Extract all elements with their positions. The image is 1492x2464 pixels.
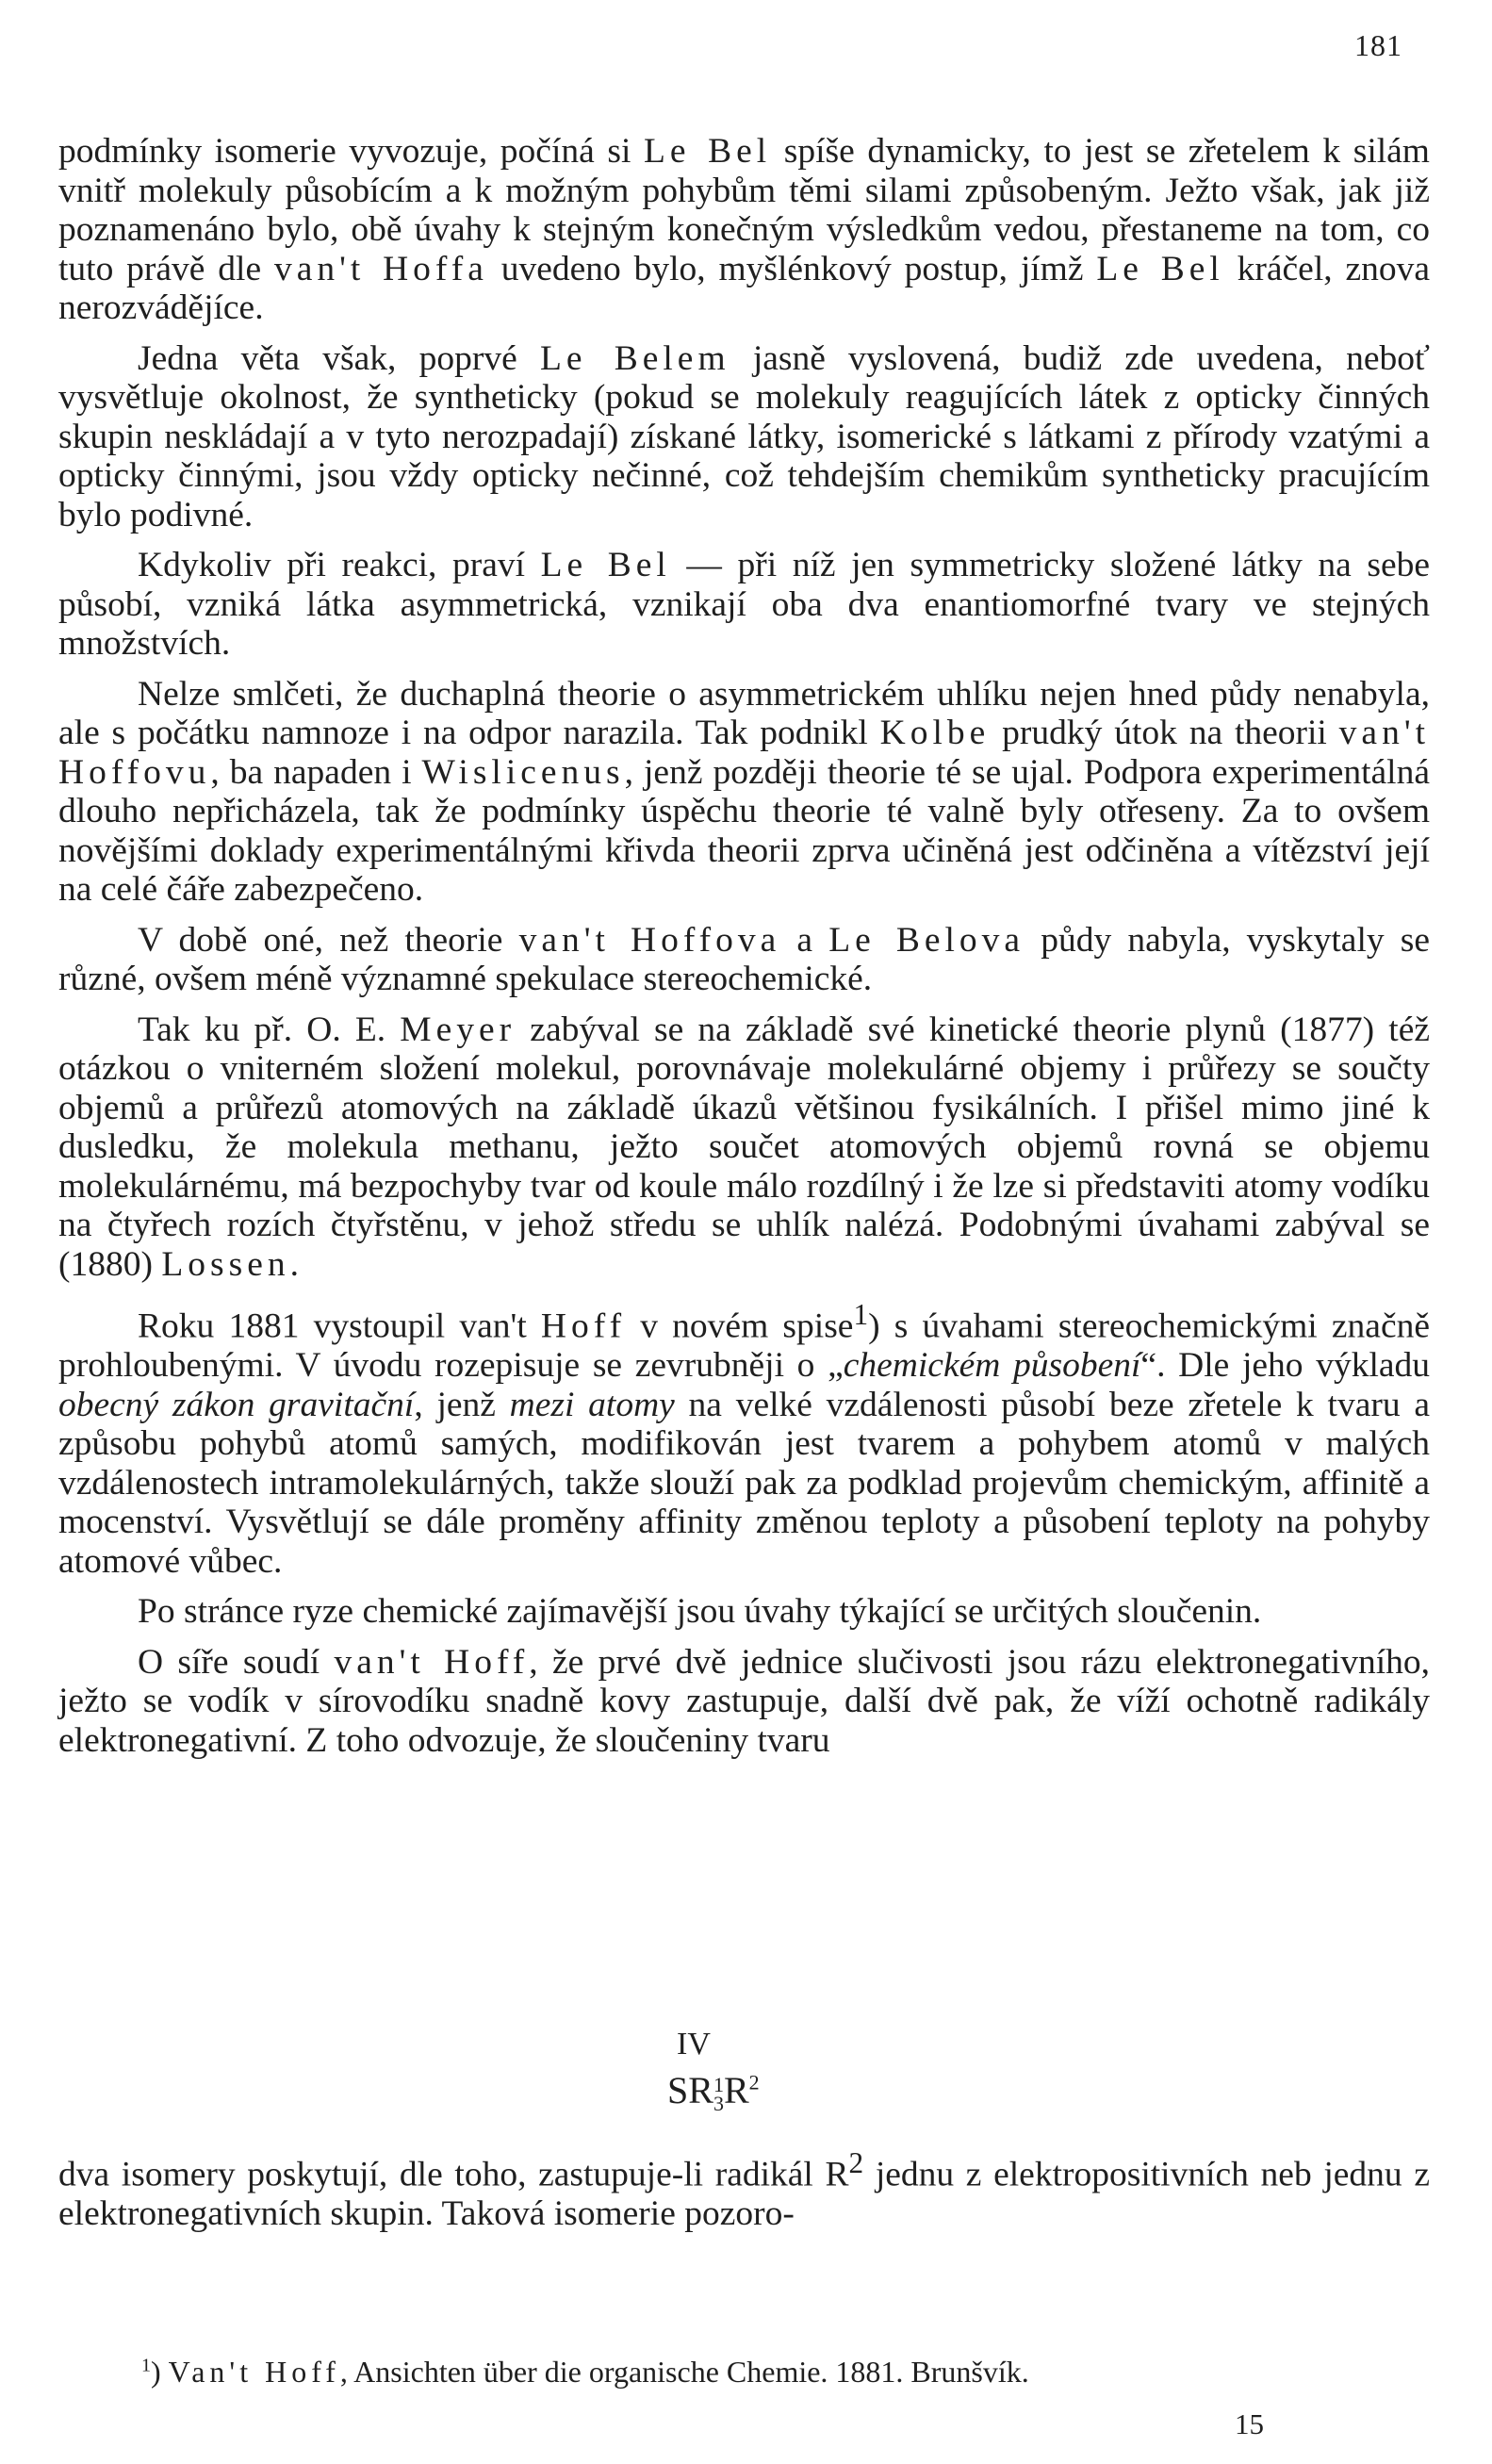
person-name: Le Bel xyxy=(540,546,671,584)
text-run: Nelze smlčeti, že duchaplná theorie o asymmetrickém uhlíku nejen hned půdy nenabyla, ale s počátku namnoze i na odpor narazila. Tak podnikl xyxy=(58,674,1430,752)
text-run: , jenž xyxy=(414,1385,510,1424)
person-name: van't Hoffovu xyxy=(58,714,1430,792)
text-run: Jedna věta však, poprvé xyxy=(138,338,540,378)
person-name: van't Hoffova xyxy=(518,920,781,960)
formula-symbol: R xyxy=(723,2069,749,2111)
formula-subscript: 3 xyxy=(713,2091,724,2115)
paragraph-2 xyxy=(58,339,1430,535)
italic-phrase: obecný zákon gravitační xyxy=(58,1385,415,1424)
person-name: Meyer xyxy=(400,1010,516,1049)
chemical-formula xyxy=(0,2027,1492,2130)
formula-valence: IV xyxy=(677,2027,711,2062)
text-run: uvedeno bylo, myšlénkový postup, jímž xyxy=(487,249,1097,288)
italic-phrase: chemickém působení xyxy=(843,1346,1141,1385)
person-name: Wislicenus xyxy=(421,752,625,792)
text-run: — při níž jen symmetricky složené látky na sebe působí, vzniká látka asymmetrická, vznikají oba dva enantiomorfné tvary ve stejných množstvích. xyxy=(58,546,1430,663)
formula-expression xyxy=(667,2068,760,2113)
italic-phrase: mezi atomy xyxy=(509,1385,675,1424)
text-run: jednu z elektropositivních neb jednu z elektronegativních skupin. Taková isomerie pozoro- xyxy=(58,2155,1430,2233)
text-run: Roku 1881 vystoupil van't xyxy=(138,1306,541,1346)
text-run: spíše dynamicky, to jest se zřetelem k silám vnitř molekuly působícím a k možným pohybům těmi silami způsobeným. Ježto však, jak již poznamenáno bylo, obě úvahy k stejným konečným výsledkům vedou, přestaneme na tom, co tuto právě dle xyxy=(58,132,1430,288)
superscript: 2 xyxy=(848,2146,864,2179)
person-name: Lossen xyxy=(161,1244,290,1284)
paragraph-7 xyxy=(58,1295,1430,1581)
formula-symbol: R xyxy=(688,2069,713,2111)
page-number: 181 xyxy=(1354,28,1402,62)
text-run: prudký útok na theorii xyxy=(990,714,1339,752)
text-run: , Ansichten über die organische Chemie. 1881. Brunšvík. xyxy=(339,2355,1029,2389)
text-run: “. Dle jeho výkladu xyxy=(1140,1346,1431,1385)
formula-superscript: 2 xyxy=(748,2070,760,2094)
text-run: , že prvé dvě jednice slučivosti jsou rázu elektronegativního, ježto se vodík v sírovodíku snadně kovy zastupuje, další dvě pak, že víží ochotně radikály elektronegativní. Z toho odvozuje, že sloučeniny tvaru xyxy=(58,1642,1431,1760)
paragraph-6 xyxy=(58,1010,1430,1285)
paragraph-5 xyxy=(58,921,1430,999)
formula-symbol: S xyxy=(667,2069,689,2111)
text-run: ) xyxy=(151,2355,169,2389)
person-name: Hoff xyxy=(540,1306,627,1346)
text-run: dva isomery poskytují, dle toho, zastupuje-li radikál R xyxy=(58,2155,849,2194)
text-run: Po stránce ryze chemické zajímavější jsou úvahy týkající se určitých sloučenin. xyxy=(138,1592,1262,1631)
text-run: O síře soudí xyxy=(138,1642,335,1682)
footnote-marker: 1 xyxy=(853,1298,869,1331)
person-name: Kolbe xyxy=(879,714,991,752)
text-run: Tak ku př. O. E. xyxy=(138,1010,401,1049)
text-run: , ba napaden i xyxy=(210,752,422,792)
text-run: , jenž později theorie té se ujal. Podpora experimentálná dlouho nepřicházela, tak že podmínky úspěchu theorie té valně byly otřeseny. Za to ovšem novějšími doklady experimentálnými křivda theorii zprva učiněná jest odčiněna a vítězství její na celé čáře zabezpečeno. xyxy=(58,752,1430,909)
text-run: a xyxy=(780,920,829,960)
person-name: Le Bel xyxy=(1096,249,1224,288)
footnote-marker: 1 xyxy=(141,2355,151,2376)
text-run: kráčel, znova nerozvádějíce. xyxy=(58,249,1430,327)
paragraph-4 xyxy=(58,675,1430,910)
text-run: ) s úvahami stereochemickými značně prohloubenými. V úvodu rozepisuje se zevrubněji o „ xyxy=(58,1306,1430,1385)
paragraph-8 xyxy=(58,1592,1430,1632)
person-name: Le Belem xyxy=(539,338,730,378)
person-name: van't Hoffa xyxy=(273,249,488,288)
paragraph-1 xyxy=(58,132,1430,328)
continuation-text xyxy=(58,2144,1430,2234)
person-name: Van't Hoff xyxy=(168,2355,340,2389)
text-run: V době oné, než theorie xyxy=(138,920,519,960)
text-run: jasně vyslovená, budiž zde uvedena, neboť vysvětluje okolnost, že syntheticky (pokud se molekuly reagujících látek z opticky činných skupin neskládají a v tyto nerozpadají) získané látky, isomerické s látkami z přírody vzatými a opticky činnými, jsou vždy opticky nečinné, což tehdejším chemikům syntheticky pracujícím bylo podivné. xyxy=(58,338,1430,534)
formula-superscript: 1 xyxy=(713,2072,724,2096)
paragraph-9 xyxy=(58,1643,1430,1761)
person-name: van't Hoff xyxy=(334,1642,530,1682)
footnote xyxy=(141,2355,1029,2390)
person-name: Le Belova xyxy=(828,920,1025,960)
body-text xyxy=(58,132,1430,1771)
text-run: . xyxy=(289,1244,299,1284)
text-run: půdy nabyla, vyskytaly se různé, ovšem méně významné spekulace stereochemické. xyxy=(58,920,1430,998)
text-run: zabýval se na základě své kinetické theorie plynů (1877) též otázkou o vniterném složení molekul, porovnávaje molekulárné objemy i průřezy se součty objemů a průřezů atomových na základě úkazů většinou fysikálních. I přišel mimo jiné k dusledku, že molekula methanu, ježto součet atomových objemů rovná se objemu molekulárnému, má bezpochyby tvar od koule málo rozdílný i že lze si představiti atomy vodíku na čtyřech rozích čtyřstěnu, v jehož středu se uhlík nalézá. Podobnými úvahami zabýval se (1880) xyxy=(58,1010,1430,1284)
text-run: podmínky isomerie vyvozuje, počíná si xyxy=(58,132,644,171)
signature-mark: 15 xyxy=(1235,2407,1264,2440)
paragraph-3 xyxy=(58,546,1430,664)
text-run: v novém spise xyxy=(626,1306,854,1346)
text-run: Kdykoliv při reakci, praví xyxy=(138,546,541,584)
text-run: na velké vzdálenosti působí beze zřetele k tvaru a způsobu pohybů atomů samých, modifikován jest tvarem a pohybem atomů v malých vzdálenostech intramolekulárných, takže slouží pak za podklad projevům chemickým, affinitě a mocenství. Vysvětlují se dále proměny affinity změnou teploty a působení teploty na pohyby atomové vůbec. xyxy=(58,1385,1430,1581)
person-name: Le Bel xyxy=(643,132,772,171)
